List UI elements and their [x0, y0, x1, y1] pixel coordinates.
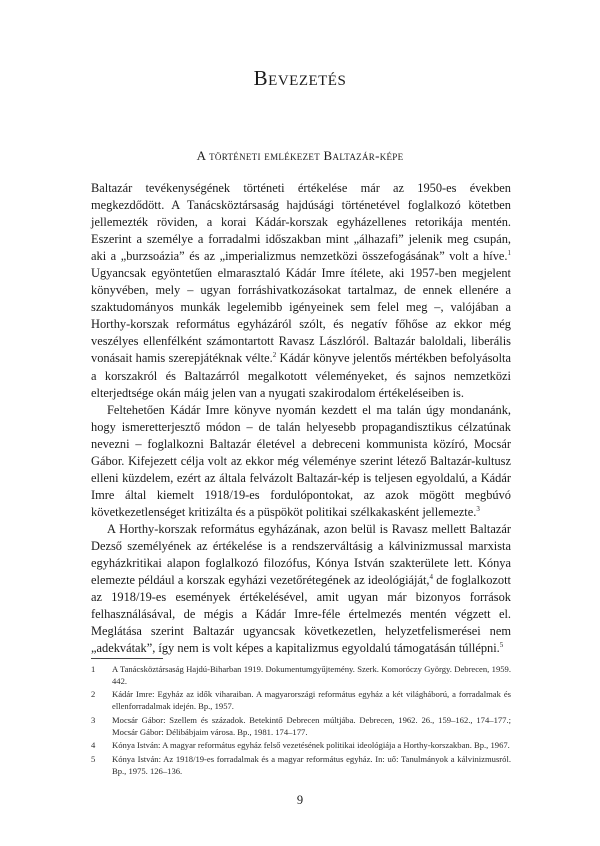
footnote-divider — [91, 658, 163, 659]
body-paragraph — [91, 521, 511, 657]
footnote-reference[interactable]: 4 — [429, 572, 434, 581]
body-paragraph — [91, 402, 511, 521]
footnote — [91, 715, 511, 738]
footnote-number: 1 — [91, 664, 96, 674]
body-paragraph — [91, 180, 511, 402]
footnote-reference[interactable]: 2 — [272, 351, 277, 360]
paragraph-text: Feltehetően Kádár Imre könyve nyomán kezdett el ma talán úgy mondanánk, hogy ismeretterjesztő módon – de talán helyesebb propagandisztikus célzatúnak nevezni – foglalkozni Baltazár életével a debreceni kommunista közíró, Mocsár Gábor. Kifejezett célja volt az ekkor még véleménye szerint létező Baltazár-kultusz elleni küzdelem, ezért az általa felvázolt Baltazár-kép is teljesen egyoldalú, a Kádár Imre által kiemelt 1918/19-es fordulópontokat, az azok mögött megbúvó következetlenséget kritizálta és a püspököt politikai szélkakasként jellemezte. — [91, 402, 511, 519]
footnote-number: 2 — [91, 689, 96, 700]
footnote-text: Kónya István: Az 1918/19-es forradalmak és a magyar református egyház. In: uő: Tanulmányok a kálvinizmusról. Bp., 1975. 126–136. — [112, 753, 511, 776]
footnote-reference[interactable]: 1 — [507, 249, 511, 258]
footnote-text: Kádár Imre: Egyház az idők viharaiban. A magyarországi református egyház a két világháború, a forradalmak és ellenforradalmak idején. Bp., 1957. — [112, 689, 511, 712]
chapter-title: Bevezetés — [253, 66, 347, 90]
body-text — [91, 180, 511, 657]
section-title: A történeti emlékezet Baltazár-képe — [196, 148, 404, 163]
footnote-number: 3 — [91, 714, 96, 725]
paragraph-text: Ugyancsak egyöntetűen elmarasztaló Kádár Imre ítélete, aki 1957-ben megjelent könyvében, mely – ugyan forráshivatkozásokat tartalmaz, de ennek ellenére a szaktudományos munkák legelemibb igényeinek sem felel meg –, valójában a Horthy-korszak református egyházáról szólt, és negatív főhőse az ekkor még veszélyes ellenfélként számontartott Ravasz Lászlóról. Baltazár baloldali, liberális vonásait hamis szerepjátéknak vélte. — [91, 266, 511, 366]
page-number: 9 — [296, 793, 304, 807]
footnote — [91, 664, 511, 687]
footnote-text: Kónya István: A magyar református egyház felső vezetésének politikai ideológiája a Horthy-korszakban. Bp., 1967. — [112, 740, 510, 751]
footnote-reference[interactable]: 3 — [476, 504, 480, 513]
footnote — [91, 754, 511, 777]
footnote — [91, 689, 511, 712]
footnote-number: 4 — [91, 740, 96, 751]
paragraph-text: Baltazár tevékenységének történeti értékelése már az 1950-es években megkezdődött. A Tanácsköztársaság hajdúsági történetével foglalkozó kötetben jellemezték röviden, a korai Kádár-korszak egyházellenes retorikája mentén. Eszerint a személye a forradalmi időszakban mint „álhazafi” jelenik meg csupán, aki a „burzsoázia” és az „imperializmus nemzetközi összefogásának” volt a híve. — [91, 181, 511, 264]
paragraph-text: A Horthy-korszak református egyházának, azon belül is Ravasz mellett Baltazár Dezső személyének az értékelése is a rendszerváltásig a kálvinizmussal marxista egyházkritikai alapon foglalkozó filozófus, Kónya István szakterülete lett. Kónya elemezte például a korszak egyházi vezetőrétegének az ideológiáját, — [91, 521, 511, 588]
footnote-text: Mocsár Gábor: Szellem és századok. Betekintő Debrecen múltjába. Debrecen, 1962. 26., 159–162., 174–177.; Mocsár Gábor: Délibábjaim városa. Bp., 1981. 174–177. — [112, 714, 511, 737]
footnote-number: 5 — [91, 753, 96, 764]
footnotes — [91, 664, 511, 779]
footnote-text: A Tanácsköztársaság Hajdú-Biharban 1919. Dokumentumgyűjtemény. Szerk. Komoróczy György. Debrecen, 1959. 442. — [112, 664, 511, 686]
footnote — [91, 740, 511, 752]
footnote-reference[interactable]: 5 — [499, 641, 504, 650]
paragraph-text: Kádár könyve jelentős mértékben befolyásolta a korszakról és Baltazárról megalkotott véleményeket, és sajnos nemzetközi elterjedtsége okán máig jelen van a nyugati szakirodalom értékeléseiben is. — [91, 351, 511, 400]
paragraph-text: de foglalkozott az 1918/19-es események értékelésével, amit ugyan már bizonyos források felhasználásával, de mégis a Kádár Imre-féle értelmezés mentén végzett el. Meglátása szerint Baltazár ugyancsak következetlen, helyzetfelismerései nem „adekvátak”, így nem is volt képes a kapitalizmus egyoldalú támogatásán túllépni. — [91, 573, 511, 656]
